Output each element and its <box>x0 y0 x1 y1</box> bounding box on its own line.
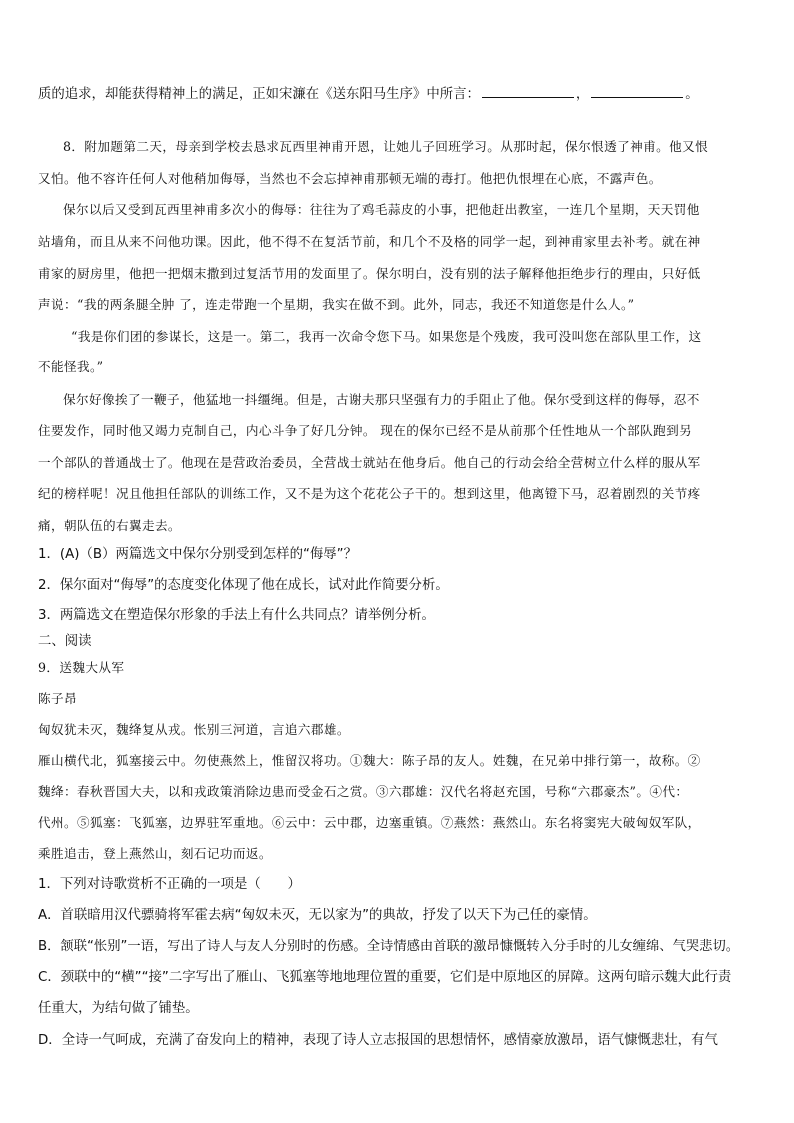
question-3: 3．两篇选文在塑造保尔形象的手法上有什么共同点？请举例分析。 <box>38 608 435 623</box>
passage8-line: 声说：“我的两条腿全肿 了，连走带跑一个星期，我实在做不到。此外，同志，我还不知道您是什么人。” <box>38 297 635 312</box>
passage8-line: 甫家的厨房里，他把一把烟末撒到过复活节用的发面里了。保尔明白，没有别的法子解释他拒绝步行的理由，只好低 <box>38 266 701 281</box>
passage8-line: 8．附加题第二天，母亲到学校去恳求瓦西里神甫开恩，让她儿子回班学习。从那时起，保尔恨透了神甫。他又恨 <box>63 139 709 154</box>
poem-note-line: 乘胜追击，登上燕然山，刻石记功而返。 <box>38 846 272 861</box>
passage8-line: “我是你们团的参谋长，这是一。第二，我再一次命令您下马。如果您是个残废，我可没叫您在部队里工作，这 <box>71 329 702 344</box>
text-line-intro <box>38 83 699 102</box>
poem-line: 匈奴犹未灭，魏绛复从戎。怅别三河道，言追六郡雄。 <box>38 722 350 737</box>
poem-author: 陈子昂 <box>38 691 77 706</box>
mcq-option-a: A．首联暗用汉代骠骑将军霍去病“匈奴未灭，无以家为”的典故，抒发了以天下为己任的豪情。 <box>38 908 597 923</box>
comma: ， <box>575 87 590 102</box>
question-1: 1．(A)（B）两篇选文中保尔分别受到怎样的“侮辱”？ <box>38 547 358 562</box>
passage8-line: 又怕。他不容许任何人对他稍加侮辱，当然也不会忘掉神甫那顿无端的毒打。他把仇恨埋在心底，不露声色。 <box>38 171 662 186</box>
poem-note-line: 雁山横代北，狐塞接云中。勿使燕然上，惟留汉将功。①魏大：陈子昂的友人。姓魏，在兄弟中排行第一，故称。② <box>38 753 701 768</box>
mcq-option-c: C．颈联中的“横”“接”二字写出了雁山、飞狐塞等地地理位置的重要，它们是中原地区的屏障。这两句暗示魏大此行责 <box>38 970 732 985</box>
poem-note-line: 代州。⑤狐塞：飞狐塞，边界驻军重地。⑥云中：云中郡，边塞重镇。⑦燕然：燕然山。东名将窦宪大破匈奴军队， <box>38 815 701 830</box>
passage8-line: 纪的榜样呢！况且他担任部队的训练工作，又不是为这个花花公子干的。想到这里，他离镫下马，忍着剧烈的关节疼 <box>38 486 701 501</box>
passage8-line: 一个部队的普通战士了。他现在是营政治委员，全营战士就站在他身后。他自己的行动会给全营树立什么样的服从军 <box>38 455 701 470</box>
passage8-line: 痛，朝队伍的右翼走去。 <box>38 518 181 533</box>
answer-blank-1 <box>482 87 574 98</box>
mcq-stem: 1．下列对诗歌赏析不正确的一项是（ ） <box>38 877 301 892</box>
passage8-line: 站墙角，而且从来不问他功课。因此，他不得不在复活节前，和几个不及格的同学一起，到神甫家里去补考。就在神 <box>38 234 701 249</box>
mcq-option-b: B．颔联“怅别”一语，写出了诗人与友人分别时的伤感。全诗情感由首联的激昂慷慨转入分手时的儿女缠绵、气哭悲切。 <box>38 939 740 954</box>
passage8-line: 不能怪我。” <box>38 359 104 374</box>
mcq-option-c-cont: 任重大，为结句做了铺垫。 <box>38 1001 199 1016</box>
period: 。 <box>685 87 699 102</box>
passage8-line: 保尔好像挨了一鞭子，他猛地一抖缰绳。但是，古谢夫那只坚强有力的手阻止了他。保尔受到这样的侮辱，忍不 <box>63 392 700 407</box>
passage8-line: 保尔以后又受到瓦西里神甫多次小的侮辱：往往为了鸡毛蒜皮的小事，把他赶出教室，一连几个星期，天天罚他 <box>63 202 700 217</box>
poem-note-line: 魏绛：春秋晋国大夫，以和戎政策消除边患而受金石之赏。③六郡雄：汉代名将赵充国，号称“六郡豪杰”。④代： <box>38 784 689 799</box>
mcq-option-d: D．全诗一气呵成，充满了奋发向上的精神，表现了诗人立志报国的思想情怀，感情豪放激昂，语气慷慨悲壮，有气 <box>38 1033 718 1048</box>
question-2: 2．保尔面对“侮辱”的态度变化体现了他在成长，试对此作简要分析。 <box>38 578 449 593</box>
section-heading: 二、阅读 <box>38 634 92 649</box>
passage8-line: 住要发作，同时他又竭力克制自己，内心斗争了好几分钟。 现在的保尔已经不是从前那个任性地从一个部队跑到另 <box>38 423 693 438</box>
intro-text: 质的追求，却能获得精神上的满足，正如宋濂在《送东阳马生序》中所言： <box>38 87 480 102</box>
poem-title: 9．送魏大从军 <box>38 660 125 675</box>
answer-blank-2 <box>591 87 683 98</box>
